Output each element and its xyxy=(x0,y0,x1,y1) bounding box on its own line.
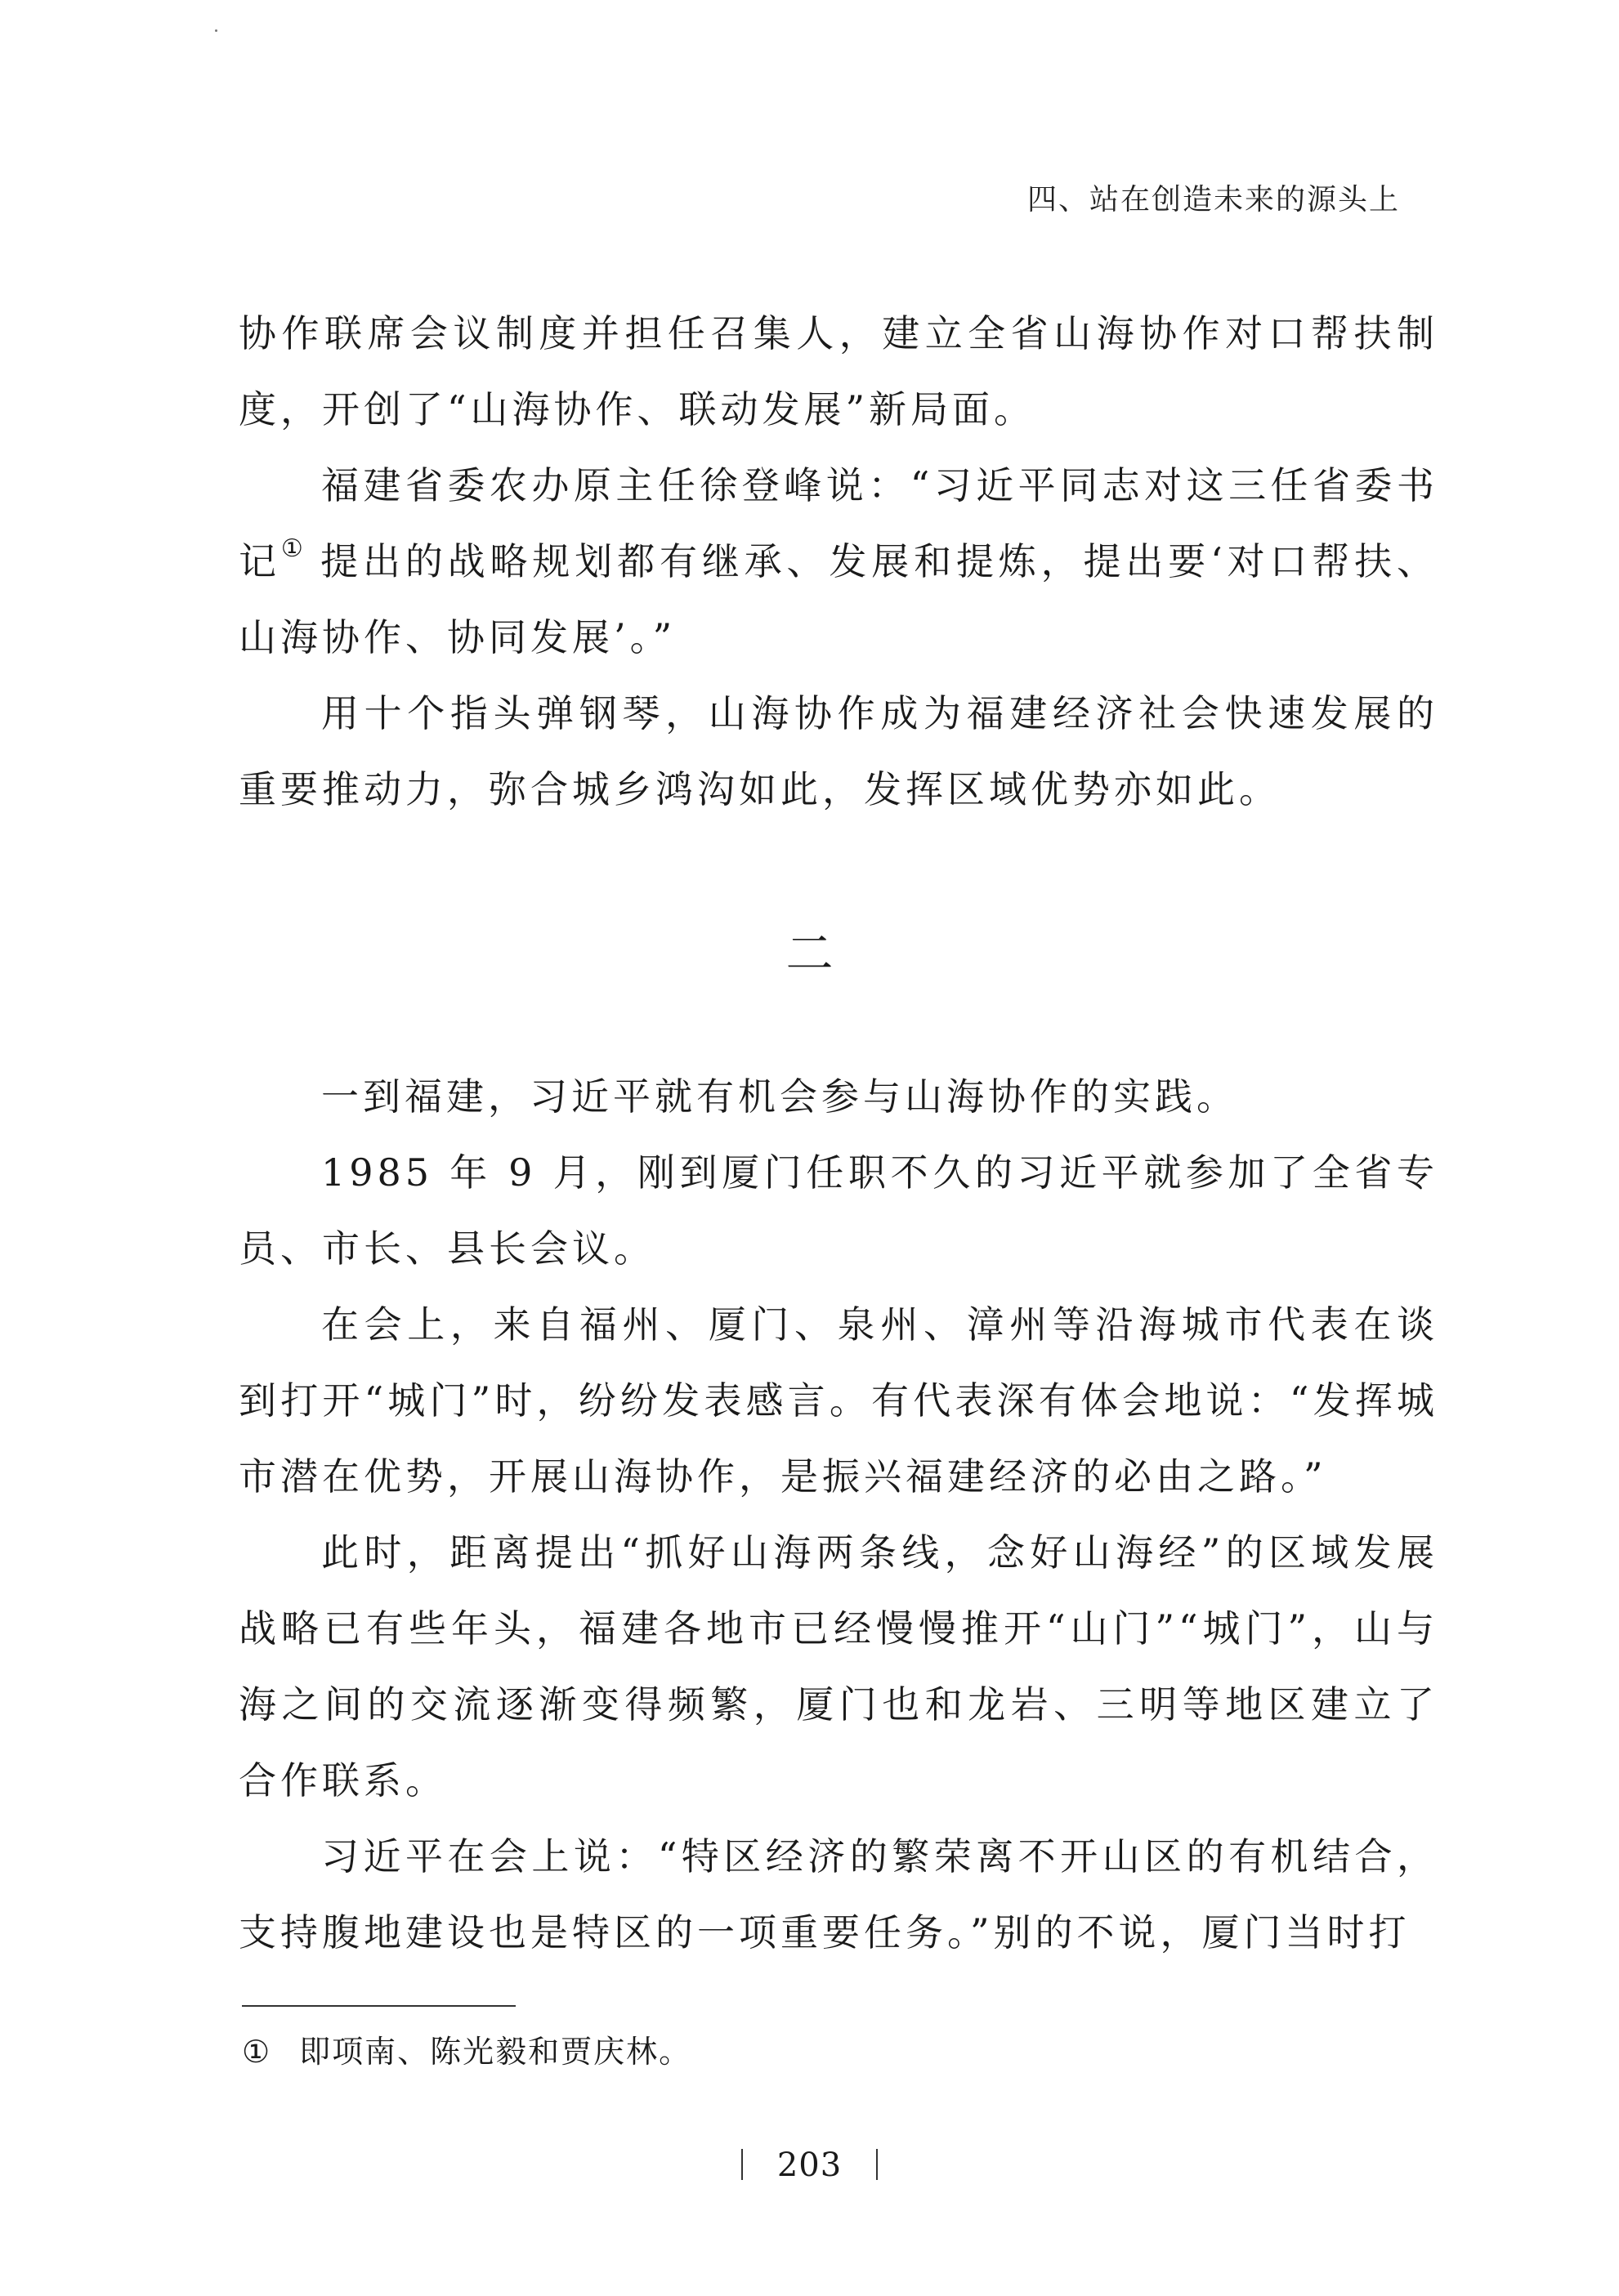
page-footer xyxy=(0,2146,1619,2184)
page-number: 203 xyxy=(776,2146,843,2184)
body-text-section-2 xyxy=(239,1059,1438,1971)
running-header: 四、站在创造未来的源头上 xyxy=(1026,183,1400,217)
footnote xyxy=(242,2026,691,2071)
section-heading: 二 xyxy=(785,926,834,981)
paragraph: 1985 年 9 月，刚到厦门任职不久的习近平就参加了全省专员、市长、县长会议。 xyxy=(239,1150,1438,1271)
folio-bar-left xyxy=(741,2149,743,2180)
paragraph: 一到福建，习近平就有机会参与山海协作的实践。 xyxy=(321,1074,1238,1119)
footnote-mark: ① xyxy=(242,2034,272,2070)
footnote-reference[interactable]: ① xyxy=(280,534,304,563)
paragraph-text: 提出的战略规划都有继承、发展和提炼，提出要‘对口帮扶、山海协作、协同发展’。” xyxy=(239,539,1438,659)
footnote-divider xyxy=(242,2005,516,2007)
paragraph-text: 福建省委农办原主任徐登峰说：“习近平同志对这三任省委书记 xyxy=(239,463,1438,583)
paragraph: 在会上，来自福州、厦门、泉州、漳州等沿海城市代表在谈到打开“城门”时，纷纷发表感言。有代表深有体会地说：“发挥城市潜在优势，开展山海协作，是振兴福建经济的必由之路。” xyxy=(239,1302,1438,1499)
paragraph xyxy=(239,448,1438,676)
body-text-section-1 xyxy=(239,296,1438,828)
scan-speck xyxy=(215,29,217,32)
paragraph: 用十个指头弹钢琴，山海协作成为福建经济社会快速发展的重要推动力，弥合城乡鸿沟如此，发挥区域优势亦如此。 xyxy=(239,691,1438,811)
folio-bar-right xyxy=(876,2149,878,2180)
paragraph: 此时，距离提出“抓好山海两条线，念好山海经”的区域发展战略已有些年头，福建各地市已经慢慢推开“山门”“城门”，山与海之间的交流逐渐变得频繁，厦门也和龙岩、三明等地区建立了合作联系。 xyxy=(239,1530,1438,1802)
footnote-text: 即项南、陈光毅和贾庆林。 xyxy=(299,2034,692,2070)
paragraph: 协作联席会议制度并担任召集人，建立全省山海协作对口帮扶制度，开创了“山海协作、联动发展”新局面。 xyxy=(239,311,1438,431)
paragraph: 习近平在会上说：“特区经济的繁荣离不开山区的有机结合，支持腹地建设也是特区的一项重要任务。”别的不说，厦门当时打 xyxy=(239,1834,1438,1954)
